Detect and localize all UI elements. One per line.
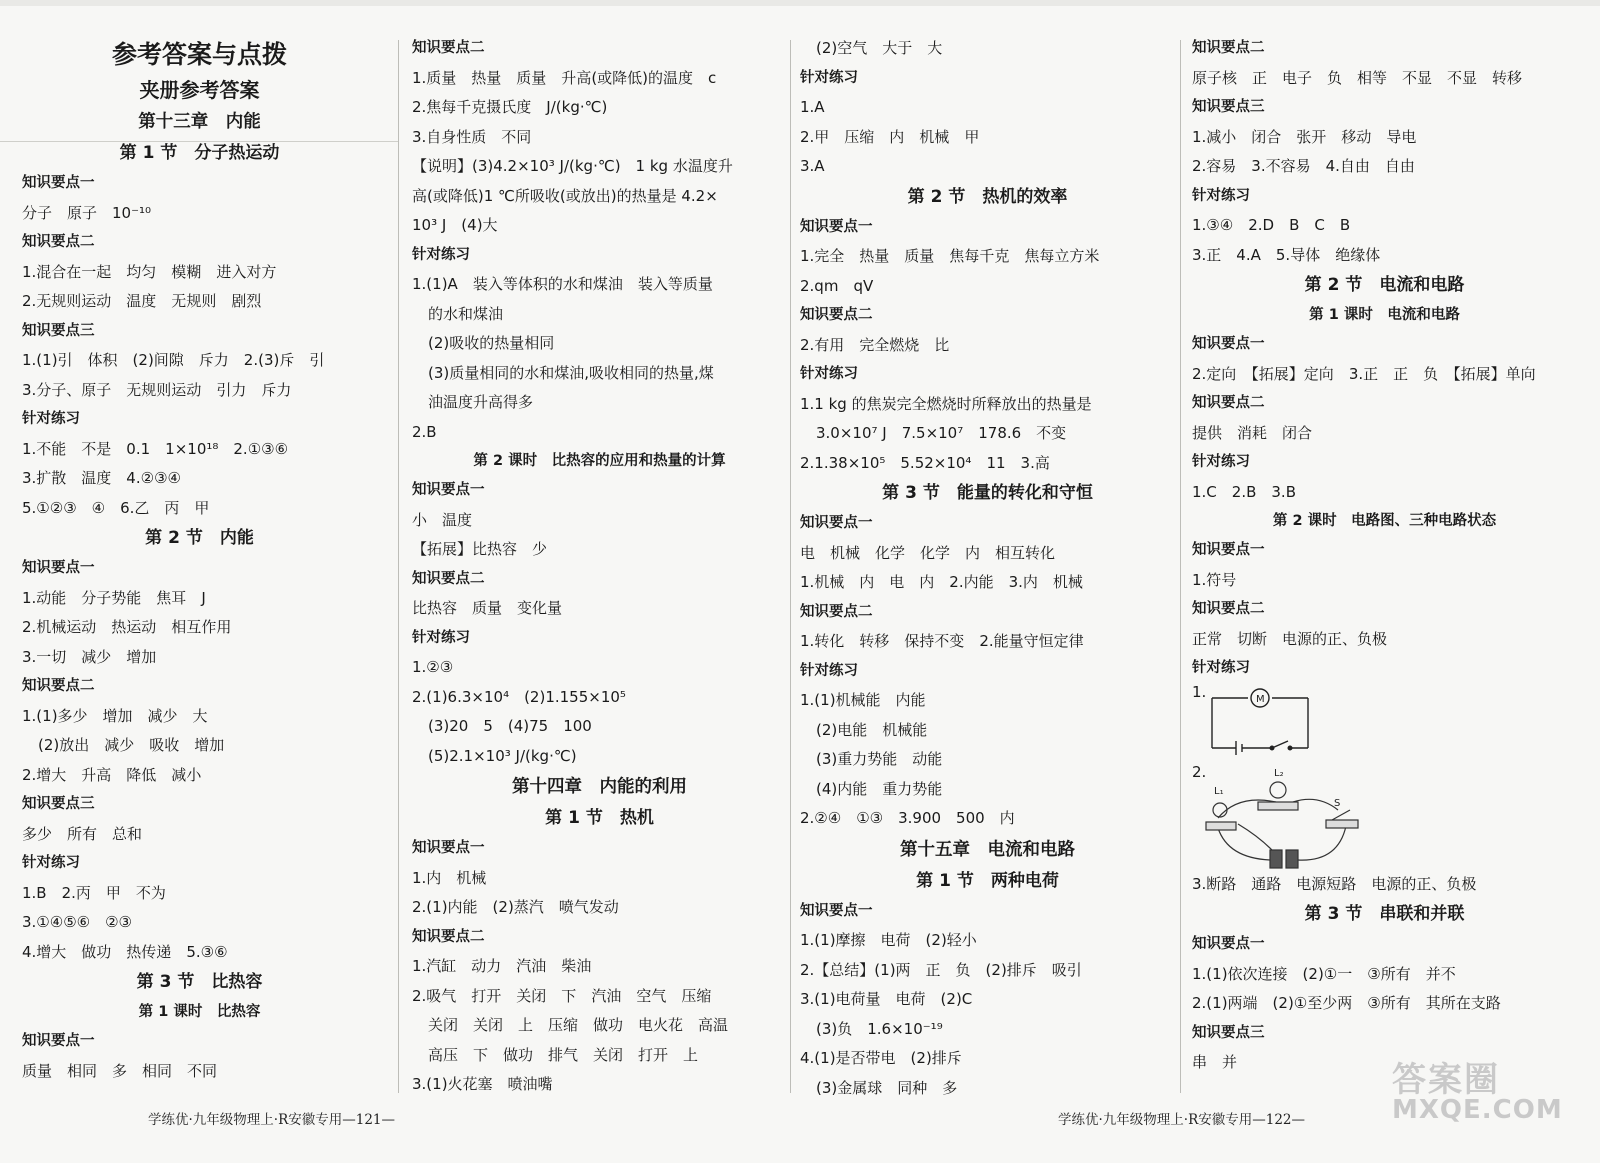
watermark xyxy=(1392,1052,1572,1152)
answer-line: 1.A xyxy=(800,98,825,116)
chapter-heading: 第十五章 电流和电路 xyxy=(900,839,1075,860)
answer-line: 1.③④ 2.D B C B xyxy=(1192,216,1351,234)
subheading: 针对练习 xyxy=(412,246,470,263)
subheading: 知识要点三 xyxy=(1192,99,1265,115)
lesson-heading: 第 2 课时 比热容的应用和热量的计算 xyxy=(473,453,726,469)
answer-column-1 xyxy=(22,34,377,1103)
circuit-2-number: 2. xyxy=(1192,762,1207,781)
answer-line: 2.(1)内能 (2)蒸汽 喷气发动 xyxy=(412,898,619,916)
answer-line: 1.(1)摩擦 电荷 (2)轻小 xyxy=(800,931,977,949)
answer-line: 4.(1)是否带电 (2)排斥 xyxy=(800,1049,962,1067)
answer-line: 【说明】(3)4.2×10³ J/(kg·℃) 1 kg 水温度升 xyxy=(412,157,733,175)
answer-line: 1.1 kg 的焦炭完全燃烧时所释放出的热量是 xyxy=(800,394,1092,413)
answer-line: 2.增大 升高 降低 减小 xyxy=(22,765,202,784)
answer-line: 2.(1)6.3×10⁴ (2)1.155×10⁵ xyxy=(412,687,626,706)
answer-line-indented: (4)内能 重力势能 xyxy=(816,779,943,798)
answer-line: 1.(1)机械能 内能 xyxy=(800,691,926,709)
answer-line: 1.符号 xyxy=(1192,570,1237,589)
switch-base xyxy=(1326,820,1358,828)
subheading: 针对练习 xyxy=(22,411,80,427)
subheading: 知识要点二 xyxy=(412,570,485,587)
subheading: 知识要点一 xyxy=(800,902,873,919)
page-top-edge xyxy=(0,0,1600,6)
answer-line: 1.B 2.丙 甲 不为 xyxy=(22,883,166,902)
answer-column-4 xyxy=(1192,34,1577,1103)
answer-line: 1.(1)依次连接 (2)①一 ③所有 并不 xyxy=(1192,964,1456,983)
answer-line-indented: (2)空气 大于 大 xyxy=(816,39,943,57)
answer-line-indented: (5)2.1×10³ J/(kg·℃) xyxy=(428,746,577,765)
answer-line: 原子核 正 电子 负 相等 不显 不显 转移 xyxy=(1192,68,1523,87)
answer-line-indented: (3)负 1.6×10⁻¹⁹ xyxy=(816,1019,943,1038)
column-divider xyxy=(1180,40,1181,1093)
circuit-1-motor-label: M xyxy=(1256,693,1265,705)
page-title: 参考答案与点拨 xyxy=(111,40,287,69)
subheading: 针对练习 xyxy=(800,366,858,382)
answer-line-indented: (2)电能 机械能 xyxy=(816,720,928,739)
subheading: 知识要点二 xyxy=(1192,395,1265,411)
section-heading: 第 1 节 分子热运动 xyxy=(119,143,280,163)
subheading: 知识要点一 xyxy=(22,175,95,191)
circuit-1-number: 1. xyxy=(1192,682,1207,701)
answer-line: 比热容 质量 变化量 xyxy=(412,599,563,617)
section-heading: 第 1 节 热机 xyxy=(545,808,654,828)
answer-line: 1.(1)引 体积 (2)间隙 斥力 2.(3)斥 引 xyxy=(22,351,325,369)
section-heading: 第 1 节 两种电荷 xyxy=(916,870,1059,891)
answer-line: 2.qm qV xyxy=(800,276,874,295)
answer-line: 5.①②③ ④ 6.乙 丙 甲 xyxy=(22,498,210,517)
answer-line: 2.B xyxy=(412,422,437,441)
column-divider xyxy=(398,40,399,1093)
answer-line: 正常 切断 电源的正、负极 xyxy=(1192,629,1388,648)
circuit-diagram-2 xyxy=(1192,758,1577,870)
answer-line: 2.吸气 打开 关闭 下 汽油 空气 压缩 xyxy=(412,986,712,1005)
section-heading: 第 2 节 内能 xyxy=(145,528,254,548)
answer-line: 2.有用 完全燃烧 比 xyxy=(800,335,950,354)
answer-line: 3.分子、原子 无规则运动 引力 斥力 xyxy=(22,380,292,399)
answer-line: 高(或降低)1 ℃所吸收(或放出)的热量是 4.2× xyxy=(412,186,718,205)
subheading: 知识要点三 xyxy=(1192,1024,1265,1041)
answer-line: 电 机械 化学 化学 内 相互转化 xyxy=(800,543,1056,562)
answer-line: 提供 消耗 闭合 xyxy=(1192,423,1313,442)
answer-line: 2.甲 压缩 内 机械 甲 xyxy=(800,127,980,146)
answer-line: 2.机械运动 热运动 相互作用 xyxy=(22,618,232,636)
answer-line-indented: (3)金属球 同种 多 xyxy=(816,1078,958,1097)
answer-line: 2.【总结】(1)两 正 负 (2)排斥 吸引 xyxy=(800,960,1082,979)
footer-page-122: 学练优·九年级物理上·R安徽专用—122— xyxy=(1058,1112,1306,1128)
answer-line: 质量 相同 多 相同 不同 xyxy=(22,1061,218,1080)
answer-line: 3.自身性质 不同 xyxy=(412,127,532,146)
column-4-bottom xyxy=(1192,870,1577,1078)
answer-line-indented: (3)重力势能 动能 xyxy=(816,750,943,768)
subheading: 知识要点一 xyxy=(800,515,873,531)
answer-line: 10³ J (4)大 xyxy=(412,216,498,234)
circuit-2-label-l1: L₁ xyxy=(1214,785,1224,797)
subheading: 知识要点二 xyxy=(22,234,95,250)
subheading: 针对练习 xyxy=(1192,187,1250,204)
watermark-url: MXQE.COM xyxy=(1392,1095,1563,1125)
answer-line: 3.①④⑤⑥ ②③ xyxy=(22,913,132,931)
section-heading: 第 3 节 能量的转化和守恒 xyxy=(882,483,1093,503)
answer-line: 1.不能 不是 0.1 1×10¹⁸ 2.①③⑥ xyxy=(22,439,289,458)
battery-cell-1 xyxy=(1270,850,1282,868)
answer-line-indented: (2)吸收的热量相同 xyxy=(428,334,555,352)
subheading: 知识要点二 xyxy=(412,40,485,56)
answer-line: 2.无规则运动 温度 无规则 剧烈 xyxy=(22,292,262,310)
answer-line-indented: 高压 下 做功 排气 关闭 打开 上 xyxy=(428,1045,699,1064)
switch-symbol xyxy=(1272,741,1288,748)
answer-line: 1.内 机械 xyxy=(412,868,487,887)
circuit-diagram-1 xyxy=(1192,684,1577,758)
subheading: 知识要点一 xyxy=(1192,542,1265,558)
answer-line: 2.②④ ①③ 3.900 500 内 xyxy=(800,809,1015,827)
lesson-heading: 第 1 课时 电流和电路 xyxy=(1309,307,1460,323)
answer-line: 1.机械 内 电 内 2.内能 3.内 机械 xyxy=(800,573,1083,591)
circuit-2-svg xyxy=(1198,766,1368,874)
subheading: 知识要点一 xyxy=(1192,336,1265,352)
answer-line-indented: 的水和煤油 xyxy=(428,304,504,323)
answer-line: 【拓展】比热容 少 xyxy=(412,540,548,558)
subheading: 知识要点一 xyxy=(22,1033,95,1049)
section-heading: 第 3 节 串联和并联 xyxy=(1304,904,1465,924)
answer-line: 1.混合在一起 均匀 模糊 进入对方 xyxy=(22,262,277,281)
answer-line: 小 温度 xyxy=(412,510,473,529)
lesson-heading: 第 2 课时 电路图、三种电路状态 xyxy=(1272,513,1497,529)
subheading: 知识要点一 xyxy=(22,560,95,576)
subheading: 知识要点一 xyxy=(412,482,485,498)
answer-line: 1.汽缸 动力 汽油 柴油 xyxy=(412,957,592,975)
circuit-2-label-l2: L₂ xyxy=(1274,767,1284,779)
subheading: 知识要点二 xyxy=(800,307,873,323)
subheading: 知识要点一 xyxy=(412,840,485,856)
answer-line-indented: 关闭 关闭 上 压缩 做功 电火花 高温 xyxy=(428,1016,729,1034)
subheading: 针对练习 xyxy=(1192,660,1250,676)
answer-line: 3.(1)电荷量 电荷 (2)C xyxy=(800,990,973,1008)
answer-line: 2.焦每千克摄氏度 J/(kg·℃) xyxy=(412,98,608,116)
answer-line: 1.转化 转移 保持不变 2.能量守恒定律 xyxy=(800,632,1084,650)
subheading: 针对练习 xyxy=(800,662,858,679)
answer-line-indented: (3)质量相同的水和煤油,吸收相同的热量,煤 xyxy=(428,363,714,382)
answer-line: 2.容易 3.不容易 4.自由 自由 xyxy=(1192,157,1415,175)
footer-page-121: 学练优·九年级物理上·R安徽专用—121— xyxy=(148,1112,396,1128)
answer-line: 多少 所有 总和 xyxy=(22,824,143,843)
answer-line: 1.C 2.B 3.B xyxy=(1192,482,1296,501)
section-heading: 第 2 节 电流和电路 xyxy=(1304,275,1465,295)
lamp-l1-base xyxy=(1206,822,1236,830)
answer-line: 2.(1)两端 (2)①至少两 ③所有 其所在支路 xyxy=(1192,994,1501,1012)
chapter-heading: 第十三章 内能 xyxy=(138,112,261,132)
subheading: 知识要点二 xyxy=(1192,40,1265,56)
answer-line: 1.(1)A 装入等体积的水和煤油 装入等质量 xyxy=(412,275,713,293)
subheading: 知识要点二 xyxy=(800,603,873,620)
lamp-l2-base xyxy=(1258,802,1298,810)
answer-line-indented: 3.0×10⁷ J 7.5×10⁷ 178.6 不变 xyxy=(816,424,1067,442)
answer-line-indented: 油温度升高得多 xyxy=(428,393,534,411)
circuit-2-label-s: S xyxy=(1334,797,1341,809)
answer-line: 2.1.38×10⁵ 5.52×10⁴ 11 3.高 xyxy=(800,453,1050,472)
watermark-text: 答案圈 xyxy=(1392,1060,1500,1100)
lamp-l2-bulb xyxy=(1270,782,1286,798)
subheading: 知识要点二 xyxy=(412,928,485,945)
subheading: 知识要点三 xyxy=(22,322,95,339)
lesson-heading: 第 1 课时 比热容 xyxy=(138,1004,261,1020)
answer-line: 2.定向 【拓展】定向 3.正 正 负 【拓展】单向 xyxy=(1192,364,1536,383)
answer-line: 1.动能 分子势能 焦耳 J xyxy=(22,588,206,607)
answer-line: 3.断路 通路 电源短路 电源的正、负极 xyxy=(1192,874,1477,893)
answer-line: 1.(1)多少 增加 减少 大 xyxy=(22,706,208,725)
answer-line: 串 并 xyxy=(1192,1053,1238,1071)
subheading: 知识要点三 xyxy=(22,796,95,812)
answer-line-indented: (2)放出 减少 吸收 增加 xyxy=(38,736,225,754)
section-heading: 第 3 节 比热容 xyxy=(136,972,263,992)
column-divider xyxy=(790,40,791,1093)
page-subtitle: 夹册参考答案 xyxy=(139,78,260,102)
answer-line: 3.A xyxy=(800,157,825,175)
column-4-top xyxy=(1192,34,1577,684)
switch-lever xyxy=(1332,810,1350,820)
answer-line: 1.②③ xyxy=(412,658,454,676)
answer-line-indented: (3)20 5 (4)75 100 xyxy=(428,717,592,735)
answer-line: 3.(1)火花塞 喷油嘴 xyxy=(412,1075,553,1093)
answer-line: 分子 原子 10⁻¹⁰ xyxy=(22,203,152,222)
answer-line: 3.扩散 温度 4.②③④ xyxy=(22,469,181,487)
answer-line: 1.减小 闭合 张开 移动 导电 xyxy=(1192,127,1417,146)
answer-column-2 xyxy=(412,34,787,1103)
section-heading: 第 2 节 热机的效率 xyxy=(907,186,1068,207)
answer-line: 3.一切 减少 增加 xyxy=(22,647,157,666)
subheading: 针对练习 xyxy=(22,855,80,871)
answer-line: 1.完全 热量 质量 焦每千克 焦每立方米 xyxy=(800,247,1100,265)
answer-line: 3.正 4.A 5.导体 绝缘体 xyxy=(1192,245,1381,264)
chapter-heading: 第十四章 内能的利用 xyxy=(512,777,687,797)
subheading: 知识要点一 xyxy=(800,218,873,235)
subheading: 知识要点一 xyxy=(1192,936,1265,952)
answer-column-3 xyxy=(800,34,1175,1103)
subheading: 针对练习 xyxy=(412,629,470,646)
subheading: 针对练习 xyxy=(800,69,858,86)
battery-cell-2 xyxy=(1286,850,1298,868)
subheading: 针对练习 xyxy=(1192,454,1250,470)
subheading: 知识要点二 xyxy=(1192,601,1265,617)
subheading: 知识要点二 xyxy=(22,678,95,694)
answer-line: 1.质量 热量 质量 升高(或降低)的温度 c xyxy=(412,68,717,87)
circuit-1-svg xyxy=(1208,688,1328,760)
answer-line: 4.增大 做功 热传递 5.③⑥ xyxy=(22,942,228,961)
